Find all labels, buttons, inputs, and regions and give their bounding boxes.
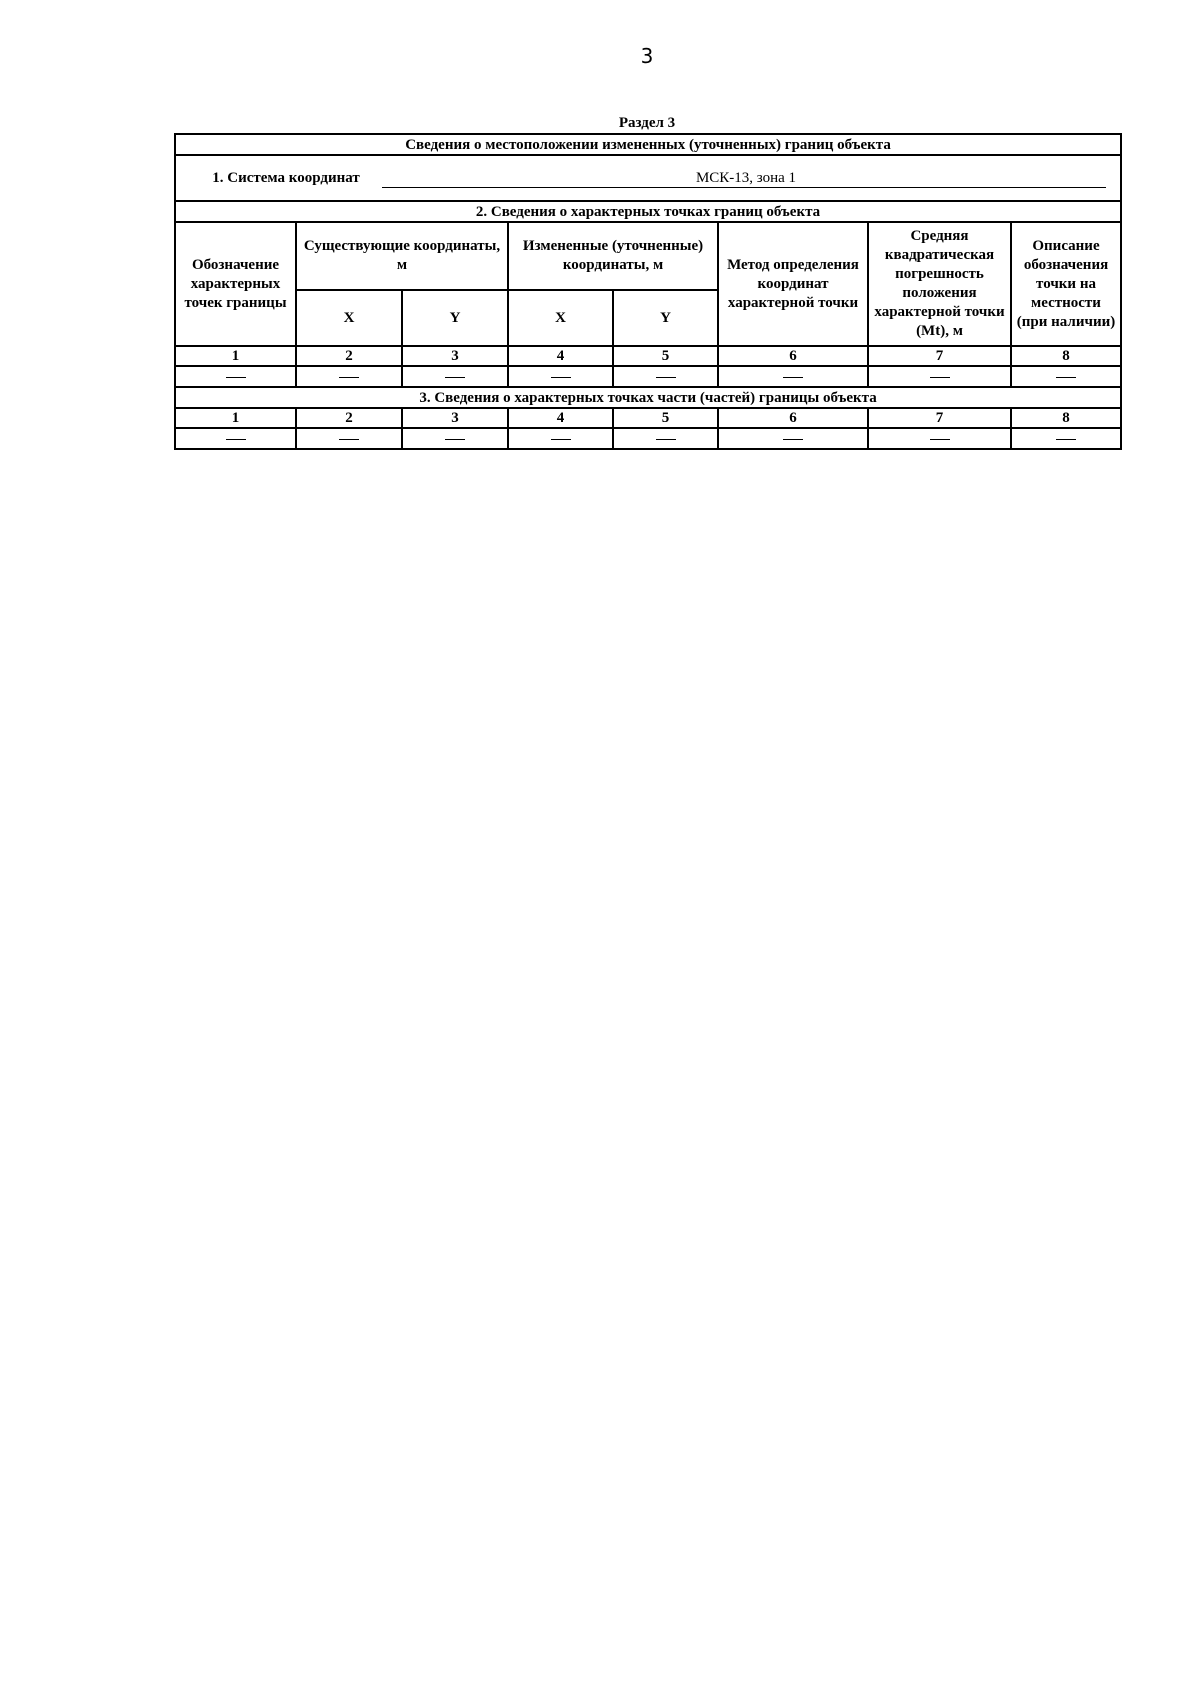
column-number: 6 bbox=[718, 346, 868, 366]
dash-placeholder bbox=[656, 439, 676, 440]
dash-placeholder bbox=[226, 439, 246, 440]
empty-cell bbox=[1011, 428, 1121, 449]
header-description: Описание обозначения точки на местности (при наличии) bbox=[1011, 222, 1121, 346]
dash-placeholder bbox=[551, 439, 571, 440]
empty-cell bbox=[868, 366, 1011, 387]
dash-placeholder bbox=[783, 439, 803, 440]
empty-cell bbox=[175, 366, 296, 387]
column-number: 1 bbox=[175, 346, 296, 366]
column-number: 1 bbox=[175, 408, 296, 428]
empty-cell bbox=[1011, 366, 1121, 387]
header-point-designation: Обозначение характерных точек границы bbox=[175, 222, 296, 346]
column-number: 8 bbox=[1011, 346, 1121, 366]
column-number: 5 bbox=[613, 408, 718, 428]
header-existing-coords: Существующие координаты, м bbox=[296, 222, 508, 290]
table-title-row bbox=[175, 134, 1121, 155]
header-row-1 bbox=[175, 222, 1121, 290]
dash-placeholder bbox=[656, 377, 676, 378]
empty-cell bbox=[296, 428, 402, 449]
dash-placeholder bbox=[930, 377, 950, 378]
column-number: 4 bbox=[508, 346, 613, 366]
empty-cell bbox=[175, 428, 296, 449]
column-number: 6 bbox=[718, 408, 868, 428]
empty-cell bbox=[296, 366, 402, 387]
dash-placeholder bbox=[339, 377, 359, 378]
empty-cell bbox=[718, 366, 868, 387]
subsection3-row bbox=[175, 387, 1121, 408]
header-changed-x: X bbox=[508, 290, 613, 346]
empty-cell bbox=[508, 428, 613, 449]
empty-cell bbox=[868, 428, 1011, 449]
dash-placeholder bbox=[1056, 377, 1076, 378]
empty-cell bbox=[718, 428, 868, 449]
coord-system-row bbox=[175, 155, 1121, 201]
column-number: 8 bbox=[1011, 408, 1121, 428]
column-number-row bbox=[175, 346, 1121, 366]
header-changed-y: Y bbox=[613, 290, 718, 346]
column-number: 5 bbox=[613, 346, 718, 366]
coord-system-label: 1. Система координат bbox=[212, 169, 360, 186]
empty-cell bbox=[613, 366, 718, 387]
header-method: Метод определения координат характерной точки bbox=[718, 222, 868, 346]
dash-placeholder bbox=[226, 377, 246, 378]
dash-placeholder bbox=[445, 377, 465, 378]
empty-cell bbox=[402, 428, 508, 449]
column-number: 3 bbox=[402, 408, 508, 428]
dash-placeholder bbox=[339, 439, 359, 440]
page-number: 3 bbox=[640, 44, 654, 68]
header-changed-coords: Измененные (уточненные) координаты, м bbox=[508, 222, 718, 290]
column-number: 7 bbox=[868, 408, 1011, 428]
section-heading: Раздел 3 bbox=[618, 115, 676, 131]
dash-placeholder bbox=[783, 377, 803, 378]
column-number: 2 bbox=[296, 408, 402, 428]
coord-system-value: МСК-13, зона 1 bbox=[382, 170, 1106, 188]
header-existing-x: X bbox=[296, 290, 402, 346]
subsection3-title: 3. Сведения о характерных точках части (частей) границы объекта bbox=[175, 387, 1121, 408]
dash-placeholder bbox=[551, 377, 571, 378]
header-existing-y: Y bbox=[402, 290, 508, 346]
empty-data-row bbox=[175, 428, 1121, 449]
column-number-row bbox=[175, 408, 1121, 428]
column-number: 3 bbox=[402, 346, 508, 366]
dash-placeholder bbox=[1056, 439, 1076, 440]
header-mean-error: Средняя квадратическая погрешность положения характерной точки (Mt), м bbox=[868, 222, 1011, 346]
subsection2-row bbox=[175, 201, 1121, 222]
column-number: 4 bbox=[508, 408, 613, 428]
table-title: Сведения о местоположении измененных (уточненных) границ объекта bbox=[175, 134, 1121, 155]
empty-cell bbox=[508, 366, 613, 387]
dash-placeholder bbox=[930, 439, 950, 440]
empty-data-row bbox=[175, 366, 1121, 387]
column-number: 7 bbox=[868, 346, 1011, 366]
subsection2-title: 2. Сведения о характерных точках границ объекта bbox=[175, 201, 1121, 222]
empty-cell bbox=[402, 366, 508, 387]
empty-cell bbox=[613, 428, 718, 449]
dash-placeholder bbox=[445, 439, 465, 440]
column-number: 2 bbox=[296, 346, 402, 366]
coord-system-cell bbox=[175, 155, 1121, 201]
boundary-table bbox=[174, 133, 1122, 450]
